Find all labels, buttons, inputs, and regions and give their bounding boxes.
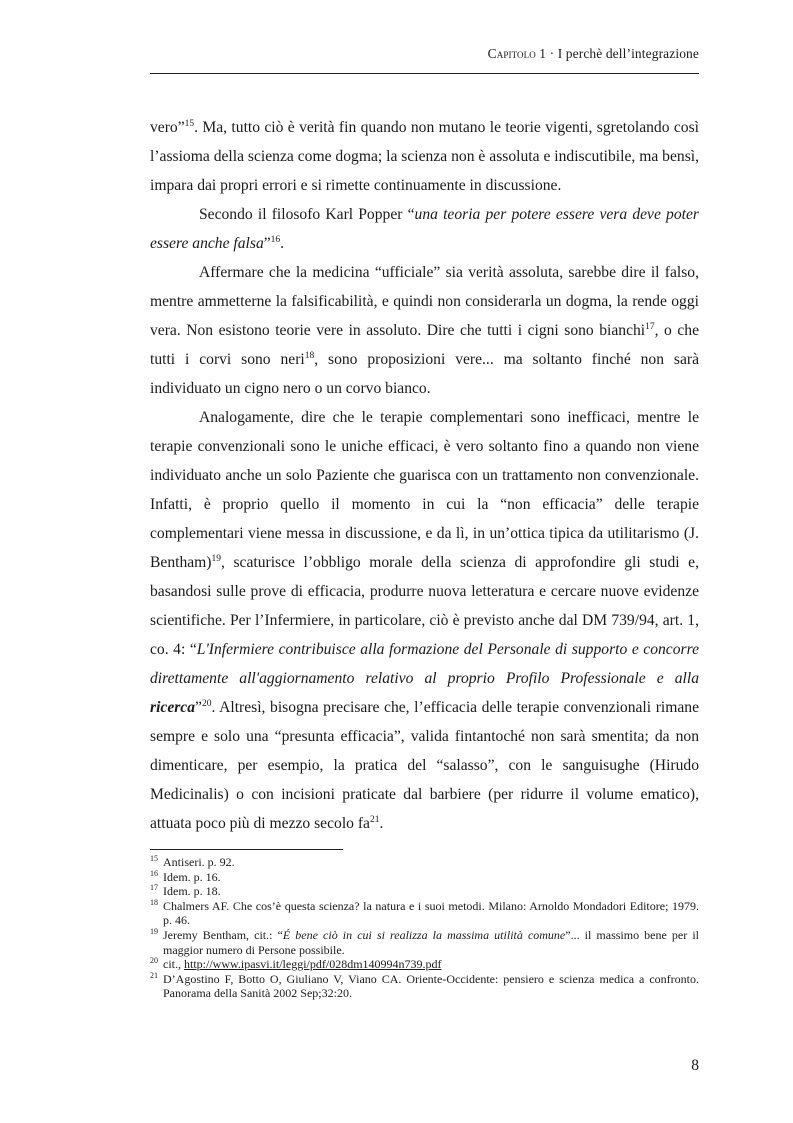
footnote-16 [150,870,699,885]
body-text [150,113,699,838]
popper-quote: una teoria per potere essere vera deve poter essere anche falsa [150,206,699,252]
footnote-number: 18 [150,897,158,907]
header-separator: · [549,46,555,61]
paragraph-1 [150,113,699,200]
ipasvi-link[interactable]: http://www.ipasvi.it/leggi/pdf/028dm140994n739.pdf [184,957,442,972]
footnote-21 [150,972,699,1001]
text-run: . [379,815,384,832]
footnote-number: 21 [150,970,158,980]
text-run: Jeremy Bentham, cit.: “ [163,927,283,942]
footnote-text [163,957,699,972]
paragraph-4 [150,403,699,838]
text-run: , scaturisce l’obbligo morale della scienza di approfondire gli studi e, basandosi sulle prove di efficacia, produrre nuova letteratura e cercare nuove evidenze scientifiche. Per l’Infermiere, in particolare, ciò è previsto anche dal DM 739/94, art. 1, co. 4: “ [150,554,699,658]
text-run: ” [195,699,202,716]
footnote-text: Chalmers AF. Che cos’è questa scienza? la natura e i suoi metodi. Milano: Arnoldo Mondadori Editore; 1979. p. 46. [163,898,699,928]
text-run: . Ma, tutto ciò è verità fin quando non mutano le teorie vigenti, sgretolando così l’assioma della scienza come dogma; la scienza non è assoluta e indiscutibile, ma bensì, impara dai propri errori e si rimette continuamente in discussione. [150,119,699,194]
footnotes [150,855,699,1001]
text-run: Analogamente, dire che le terapie complementari sono inefficaci, mentre le terapie convenzionali sono le uniche efficaci, è vero soltanto fino a quando non viene individuato anche un solo Paziente che guarisca con un trattamento non convenzionale. Infatti, è proprio quello il momento in cui la “non efficacia” delle terapie complementari viene messa in discussione, e da lì, in un’ottica tipica da utilitarismo (J. Bentham) [150,409,699,571]
text-run: cit., [163,957,184,972]
ricerca-emphasis: ricerca [150,699,196,716]
footnote-15 [150,855,699,870]
bentham-quote: É bene ciò in cui si realizza la massima utilità comune [282,927,566,942]
footnote-ref-16[interactable]: 16 [270,234,281,245]
text-run: , o che tutti i corvi sono neri [150,322,699,368]
footnote-17 [150,884,699,899]
text-run: vero” [150,119,185,136]
footnote-18 [150,899,699,928]
page-number: 8 [691,1057,699,1074]
footnote-number: 16 [150,868,158,878]
footnote-ref-19[interactable]: 19 [211,553,221,564]
chapter-title: I perchè dell’integrazione [557,46,699,61]
text-run: . Altresì, bisogna precisare che, l’efficacia delle terapie convenzionali rimane sempre e solo una “presunta efficacia”, valida fintantoché non sarà smentita; da non dimenticare, per esempio, la pratica del “salasso”, con le sanguisughe (Hirudo Medicinalis) o con incisioni praticate dal barbiere (per ridurre il volume ematico), attuata poco più di mezzo secolo fa [150,699,699,832]
header-rule [150,73,699,74]
chapter-label: Capitolo 1 [487,46,547,61]
dm-quote: L'Infermiere contribuisce alla formazione del Personale di supporto e concorre direttamente all'aggiornamento relativo al proprio Profilo Professionale e alla [150,641,700,687]
text-run: ”... il massimo bene per il maggior numero di Persone possibile. [163,927,699,957]
footnote-ref-21[interactable]: 21 [369,814,380,825]
footnote-19 [150,928,699,957]
footnote-ref-17[interactable]: 17 [645,321,655,332]
footnote-number: 20 [150,956,158,966]
footnote-number: 15 [150,854,158,863]
running-header [488,46,699,62]
footnote-text: D’Agostino F, Botto O, Giuliano V, Viano CA. Oriente-Occidente: pensiero e scienza medica a confronto. Panorama della Sanità 2002 Sep;32:20. [163,971,699,1001]
text-run: . [280,235,285,252]
footnote-text [163,928,699,957]
footnote-ref-15[interactable]: 15 [184,118,195,129]
text-run: , sono proposizioni vere... ma soltanto finché non sarà individuato un cigno nero o un corvo bianco. [150,351,700,397]
footnote-number: 17 [150,883,158,893]
footnote-ref-20[interactable]: 20 [201,698,212,709]
footnote-number: 19 [150,926,158,936]
text-run: Affermare che la medicina “ufficiale” sia verità assoluta, sarebbe dire il falso, mentre ammetterne la falsificabilità, e quindi non considerarla un dogma, la rende oggi vera. Non esistono teorie vere in assoluto. Dire che tutti i cigni sono bianchi [150,264,699,339]
footnote-20 [150,957,699,972]
text-run: ” [263,235,271,252]
paragraph-3 [150,258,699,403]
footnote-text: Idem. p. 18. [163,884,221,899]
paragraph-2 [150,200,699,258]
footnote-text: Idem. p. 16. [163,869,221,884]
text-run: Secondo il filosofo Karl Popper “ [199,206,415,223]
footnote-text: Antiseri. p. 92. [163,855,235,869]
footnote-rule [150,849,343,850]
footnote-ref-18[interactable]: 18 [304,350,315,361]
